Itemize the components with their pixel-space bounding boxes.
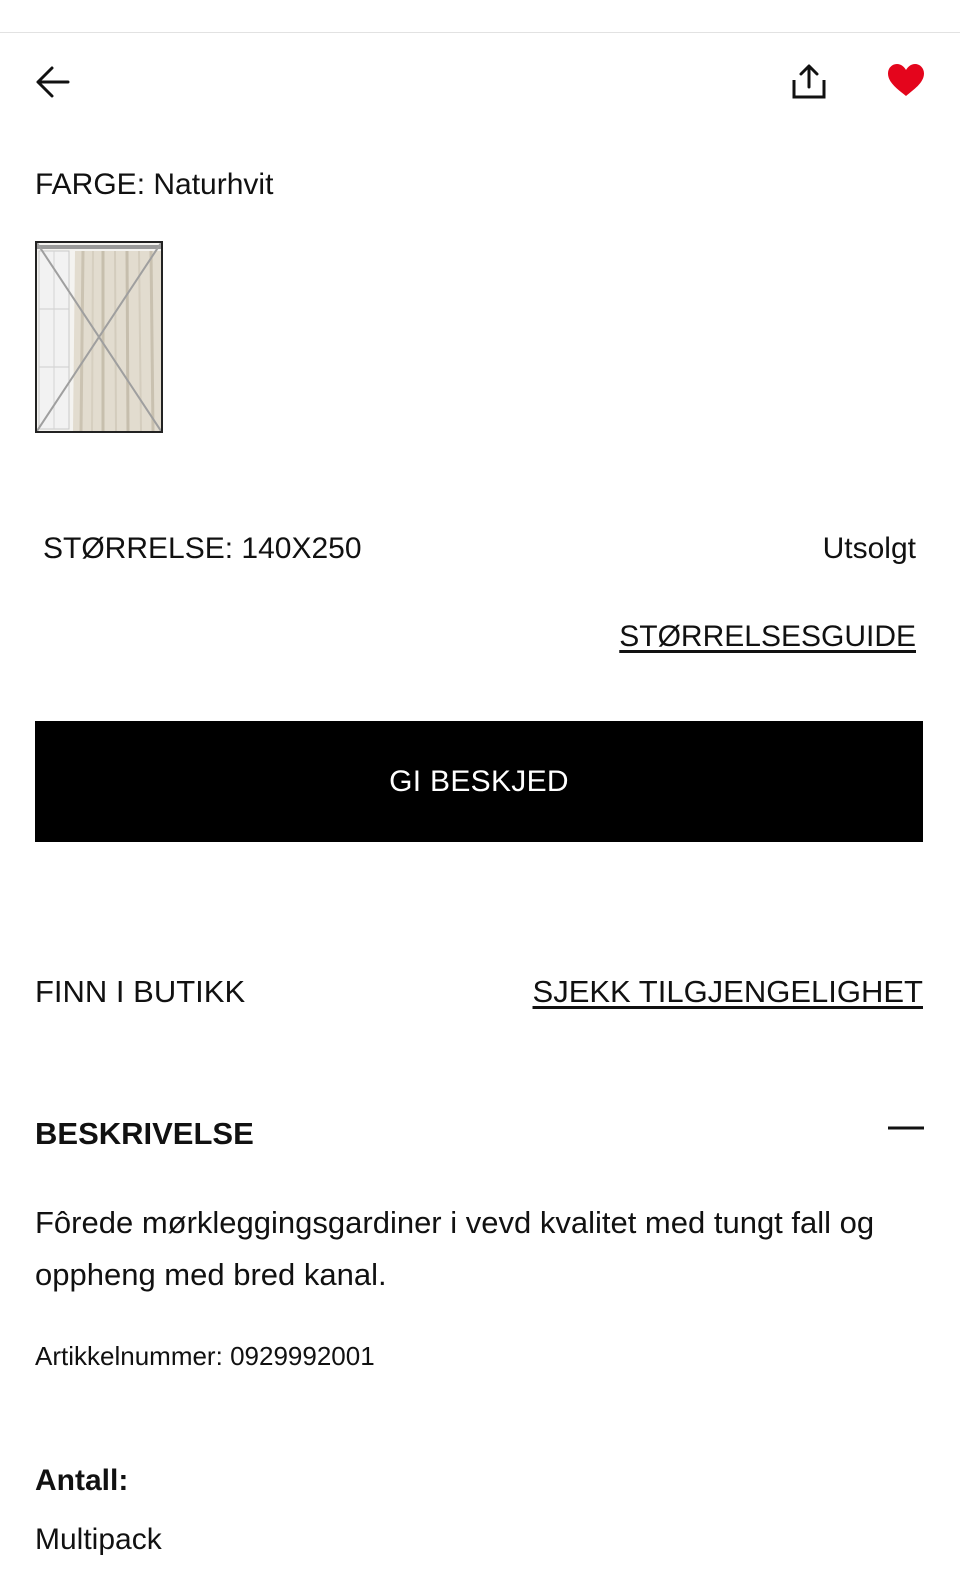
curtain-thumbnail <box>37 243 161 431</box>
color-label-prefix: FARGE: <box>35 168 146 201</box>
size-value: 140X250 <box>241 532 362 565</box>
size-label-prefix: STØRRELSE: <box>43 532 234 565</box>
color-value: Naturhvit <box>153 168 274 201</box>
find-in-store-label: FINN I BUTIKK <box>35 974 246 1009</box>
notify-button[interactable]: GI BESKJED <box>35 721 923 842</box>
size-guide-link[interactable]: STØRRELSESGUIDE <box>619 620 916 653</box>
share-button[interactable] <box>787 60 831 104</box>
description-text: Fôrede mørkleggingsgardiner i vevd kvalitet med tungt fall og oppheng med bred kanal. <box>35 1205 875 1292</box>
heart-icon <box>887 63 925 97</box>
color-swatch-naturhvit[interactable] <box>35 241 163 433</box>
quantity-label: Antall: <box>35 1464 129 1497</box>
size-status: Utsolgt <box>822 532 916 565</box>
arrow-left-icon <box>32 64 72 100</box>
article-number <box>35 1341 375 1372</box>
article-number-label: Artikkelnummer: <box>35 1341 223 1371</box>
favorite-button[interactable] <box>884 58 928 102</box>
share-icon <box>790 63 828 101</box>
size-label <box>43 532 362 566</box>
article-number-value: 0929992001 <box>230 1341 375 1371</box>
description-collapse-button[interactable] <box>884 1110 928 1146</box>
description-heading: BESKRIVELSE <box>35 1116 254 1151</box>
quantity-value: Multipack <box>35 1523 162 1556</box>
color-label <box>35 168 273 202</box>
minus-icon <box>888 1125 924 1131</box>
check-availability-link[interactable]: SJEKK TILGJENGELIGHET <box>532 974 923 1009</box>
top-divider <box>0 32 960 33</box>
back-button[interactable] <box>30 60 74 104</box>
